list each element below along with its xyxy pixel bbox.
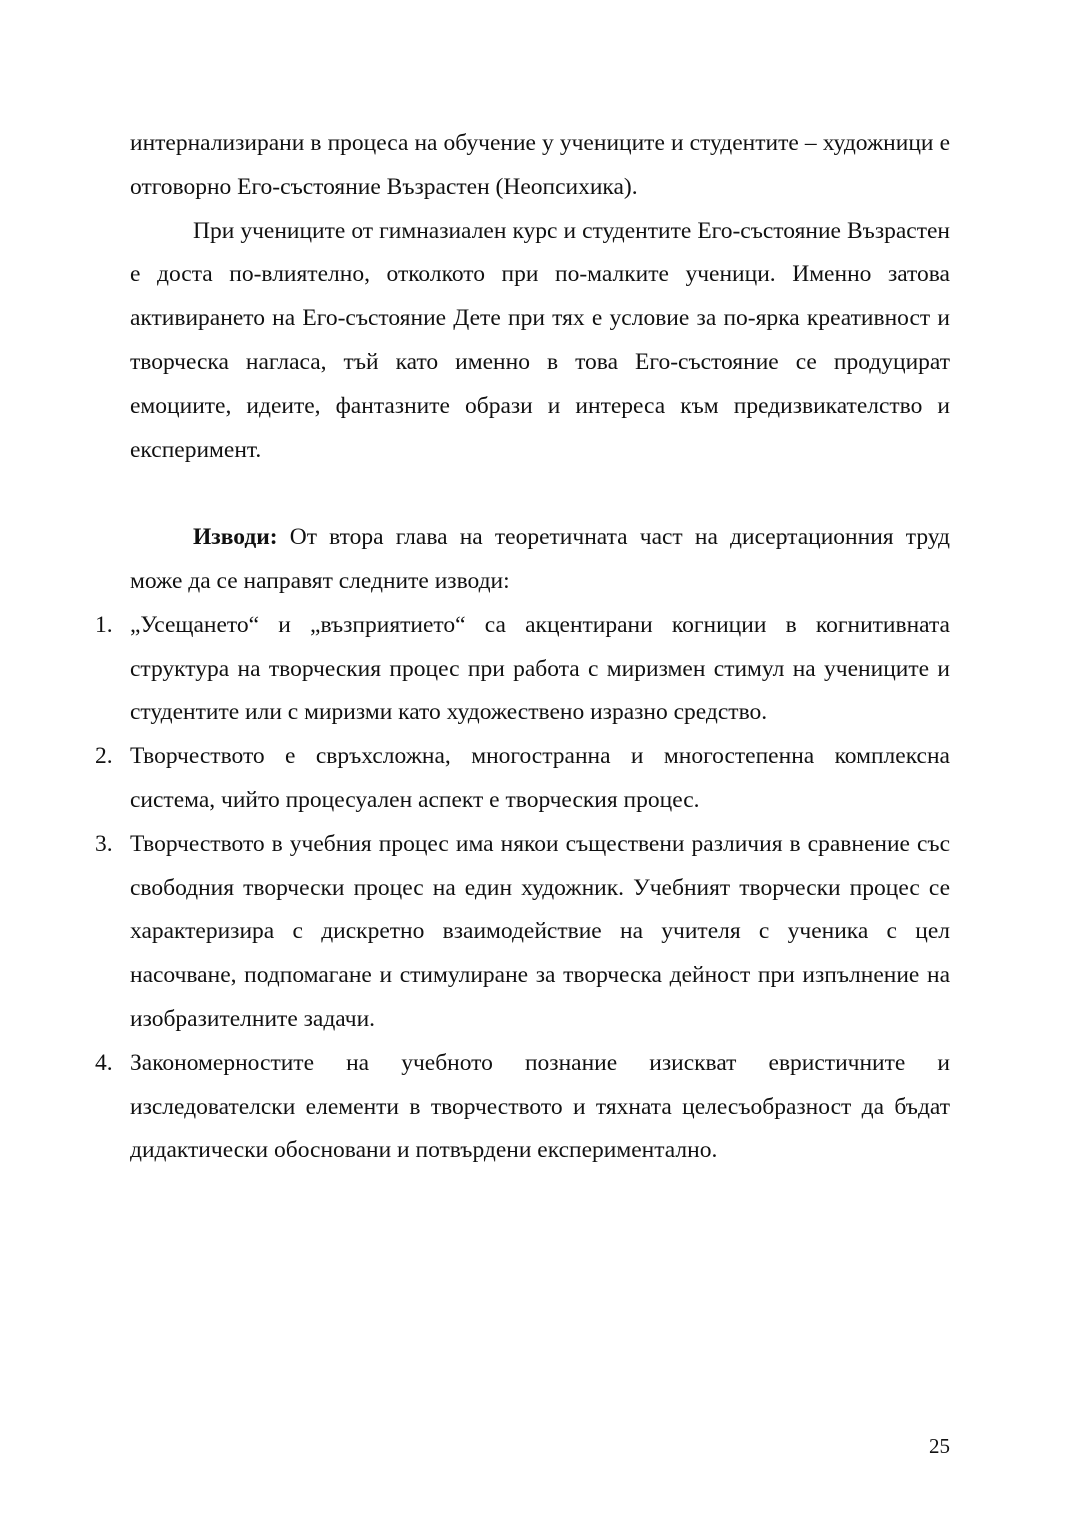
conclusions-label: Изводи: (193, 524, 278, 551)
conclusions-intro-text: От втора глава на теоретичната част на дисертационния труд може да се направят следните изводи: (130, 524, 950, 594)
list-item-number: 2. (95, 743, 113, 770)
list-item (95, 1042, 950, 1173)
paragraph-continuation: интернализирани в процеса на обучение у учениците и студентите – художници е отговорно Его-състояние Възрастен (Неопсихика). (130, 130, 950, 200)
list-item-number: 1. (95, 611, 113, 638)
list-item-text: Творчеството в учебния процес има някои съществени различия в сравнение със свободния творчески процес на един художник. Учебният творчески процес се характеризира с дискретно взаимодействие на учителя с ученика с цел насочване, подпомагане и стимулиране за творческа дейност при изпълнение на изобразителните задачи. (130, 830, 950, 1032)
conclusions-list (95, 604, 950, 1173)
paragraph-ego-state: При учениците от гимназиален курс и студентите Его-състояние Възрастен е доста по-влиятелно, отколкото при по-малките ученици. Именно затова активирането на Его-състояние Дете при тях е условие за по-ярка креативност и творческа нагласа, тъй като именно в това Его-състояние се продуцират емоциите, идеите, фантазните образи и интереса към предизвикателство и експеримент. (130, 217, 950, 463)
page-number: 25 (929, 1434, 950, 1458)
list-item-text: Творчеството е свръхсложна, многостранна и многостепенна комплексна система, чийто процесуален аспект е творческия процес. (130, 743, 950, 813)
list-item-number: 3. (95, 830, 113, 857)
list-item (95, 735, 950, 823)
conclusions-intro (130, 516, 950, 604)
list-item-text: „Усещането“ и „възприятието“ са акцентирани когниции в когнитивната структура на творческия процес при работа с миризмен стимул на учениците и студентите или с миризми като художествено изразно средство. (130, 611, 950, 726)
list-item-number: 4. (95, 1049, 113, 1076)
list-item (95, 823, 950, 1042)
list-item-text: Закономерностите на учебното познание изискват евристичните и изследователски елементи в творчеството и тяхната целесъобразност да бъдат дидактически обосновани и потвърдени експериментално. (130, 1049, 950, 1164)
list-item (95, 604, 950, 735)
page-body (95, 122, 950, 1173)
